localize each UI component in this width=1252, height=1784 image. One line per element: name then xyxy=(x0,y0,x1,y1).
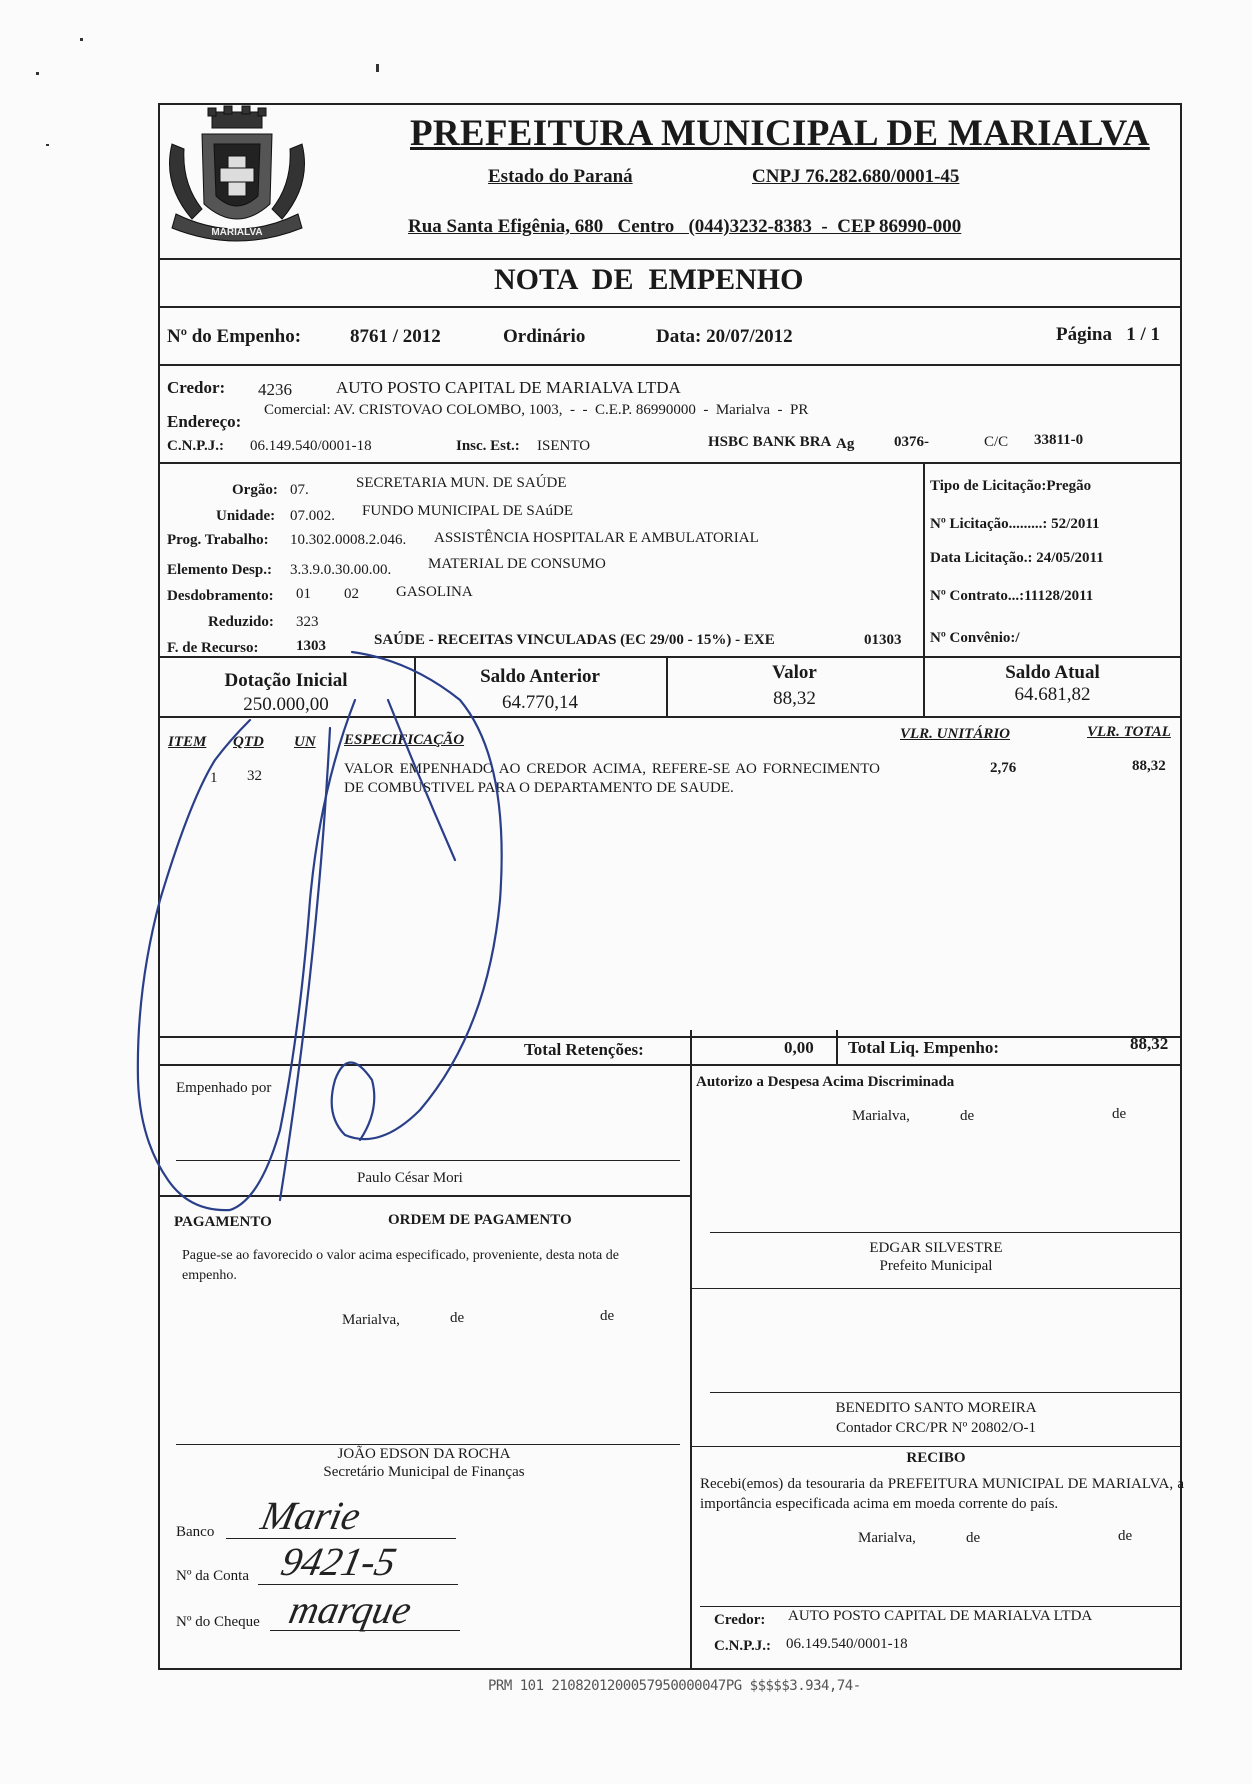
conta-label: Nº da Conta xyxy=(176,1568,249,1584)
cheque-label: Nº do Cheque xyxy=(176,1614,260,1630)
recurso-name: SAÚDE - RECEITAS VINCULADAS (EC 29/00 - 15%) - EXE xyxy=(374,632,775,648)
autorizo-de2: de xyxy=(1112,1106,1127,1122)
data-licitacao: Data Licitação.: 24/05/2011 xyxy=(930,550,1104,566)
bank-name: HSBC BANK BRA xyxy=(708,434,832,450)
state-label: Estado do Paraná xyxy=(488,166,633,187)
insc-label: Insc. Est.: xyxy=(456,438,520,454)
recibo-cnpj: 06.149.540/0001-18 xyxy=(786,1636,908,1652)
autorizo-cidade: Marialva, xyxy=(852,1108,910,1124)
cc-label: C/C xyxy=(984,434,1009,450)
item-vlr-unitario: 2,76 xyxy=(990,760,1017,776)
doc-title: NOTA DE EMPENHO xyxy=(494,263,804,296)
item-qtd: 32 xyxy=(247,768,262,784)
contador-nome: BENEDITO SANTO MOREIRA xyxy=(835,1400,1037,1416)
reduzido-label: Reduzido: xyxy=(208,614,274,630)
divider xyxy=(158,462,1182,464)
elemento-name: MATERIAL DE CONSUMO xyxy=(428,556,606,572)
pagamento-texto: Pague-se ao favorecido o valor acima especificado, proveniente, desta nota de empenho. xyxy=(182,1248,619,1283)
licitacao-divider xyxy=(923,462,925,658)
numero-contrato: Nº Contrato...:11128/2011 xyxy=(930,588,1094,604)
signature-line xyxy=(176,1444,680,1445)
divider xyxy=(158,1036,1182,1038)
scan-speck xyxy=(36,72,39,75)
pagamento-de1: de xyxy=(450,1310,465,1326)
empenho-number-label: Nº do Empenho: xyxy=(167,326,302,347)
saldo-anterior-value: 64.770,14 xyxy=(502,692,578,713)
dotacao-inicial-label: Dotação Inicial xyxy=(224,670,348,691)
desdobramento-name: GASOLINA xyxy=(396,584,473,600)
item-number: 1 xyxy=(210,770,218,786)
item-espec: VALOR EMPENHADO AO CREDOR ACIMA, REFERE-SE AO FORNECIMENTO DE COMBUSTIVEL PARA O DEPARTAMENTO DE SAUDE. xyxy=(344,761,880,796)
divider xyxy=(158,1195,690,1197)
signature-line xyxy=(710,1392,1180,1393)
empenho-date: Data: 20/07/2012 xyxy=(656,326,793,347)
divider xyxy=(690,1288,1182,1289)
page-number: Página 1 / 1 xyxy=(1056,324,1160,345)
tipo-licitacao: Tipo de Licitação:Pregão xyxy=(930,478,1092,494)
empenhado-nome: Paulo César Mori xyxy=(357,1170,463,1186)
credor-name: AUTO POSTO CAPITAL DE MARIALVA LTDA xyxy=(336,378,681,397)
orgao-label: Orgão: xyxy=(232,482,278,498)
desdobramento-b: 02 xyxy=(344,586,359,602)
divider xyxy=(158,656,1182,658)
col-qtd: QTD xyxy=(233,734,264,750)
prog-code: 10.302.0008.2.046. xyxy=(290,532,407,548)
col-vlr-total: VLR. TOTAL xyxy=(1087,724,1171,740)
credor-code: 4236 xyxy=(258,380,292,399)
recibo-credor-label: Credor: xyxy=(714,1612,766,1628)
desdobramento-label: Desdobramento: xyxy=(167,588,274,604)
seal-label: MARIALVA xyxy=(211,227,263,238)
banco-label: Banco xyxy=(176,1524,215,1540)
saldo-atual-value: 64.681,82 xyxy=(1014,684,1091,705)
recurso-number: 01303 xyxy=(864,632,902,648)
total-retencoes-value: 0,00 xyxy=(784,1038,814,1057)
pagamento-label: PAGAMENTO xyxy=(174,1214,272,1230)
scan-speck xyxy=(80,38,83,41)
recurso-code: 1303 xyxy=(296,638,326,654)
recibo-de1: de xyxy=(966,1530,981,1546)
contador-cargo: Contador CRC/PR Nº 20802/O-1 xyxy=(835,1420,1037,1436)
orgao-code: 07. xyxy=(290,482,309,498)
agency-label: Ag xyxy=(836,436,855,452)
cnpj-credor-value: 06.149.540/0001-18 xyxy=(250,438,372,454)
cnpj-credor-label: C.N.P.J.: xyxy=(167,438,224,454)
secretario-nome: JOÃO EDSON DA ROCHA xyxy=(337,1446,511,1462)
col-espec: ESPECIFICAÇÃO xyxy=(344,732,465,748)
recurso-label: F. de Recurso: xyxy=(167,640,259,656)
insc-value: ISENTO xyxy=(537,438,591,454)
address-label: Rua Santa Efigênia, 680 Centro (044)3232-8383 - CEP 86990-000 xyxy=(408,216,962,237)
prog-label: Prog. Trabalho: xyxy=(167,532,269,548)
autorizo-de1: de xyxy=(960,1108,975,1124)
total-liq-label: Total Liq. Empenho: xyxy=(848,1038,999,1057)
totals-divider xyxy=(836,1030,838,1066)
recibo-label: RECIBO xyxy=(906,1450,966,1466)
saldo-anterior-label: Saldo Anterior xyxy=(480,666,600,687)
page-title: PREFEITURA MUNICIPAL DE MARIALVA xyxy=(410,113,1150,154)
signature-line xyxy=(176,1160,680,1161)
empenhado-label: Empenhado por xyxy=(176,1080,272,1096)
unidade-code: 07.002. xyxy=(290,508,335,524)
totals-divider xyxy=(690,1030,692,1066)
divider xyxy=(158,716,1182,718)
divider xyxy=(690,1446,1182,1447)
col-item: ITEM xyxy=(168,734,207,750)
reduzido-value: 323 xyxy=(296,614,319,630)
item-vlr-total: 88,32 xyxy=(1132,758,1166,774)
scan-speck xyxy=(46,144,49,146)
recibo-cnpj-label: C.N.P.J.: xyxy=(714,1638,771,1654)
cheque-handwriting: marque xyxy=(285,1587,416,1632)
recibo-credor: AUTO POSTO CAPITAL DE MARIALVA LTDA xyxy=(788,1608,1093,1624)
ordem-pagamento-label: ORDEM DE PAGAMENTO xyxy=(388,1212,572,1228)
pagamento-cidade: Marialva, xyxy=(342,1312,400,1328)
valor-value: 88,32 xyxy=(773,688,816,709)
elemento-code: 3.3.9.0.30.00.00. xyxy=(290,562,392,578)
prog-name: ASSISTÊNCIA HOSPITALAR E AMBULATORIAL xyxy=(434,530,759,546)
cnpj-label: CNPJ 76.282.680/0001-45 xyxy=(752,166,960,187)
lower-divider xyxy=(690,1064,692,1670)
conta-handwriting: 9421-5 xyxy=(277,1539,401,1584)
numero-licitacao: Nº Licitação.........: 52/2011 xyxy=(930,516,1100,532)
total-retencoes-label: Total Retenções: xyxy=(524,1040,644,1059)
desdobramento-a: 01 xyxy=(296,586,311,602)
recibo-de2: de xyxy=(1118,1528,1133,1544)
orgao-name: SECRETARIA MUN. DE SAÚDE xyxy=(356,475,567,491)
dotacao-inicial-value: 250.000,00 xyxy=(243,694,329,715)
prefeito-cargo: Prefeito Municipal xyxy=(879,1258,993,1274)
autorizo-label: Autorizo a Despesa Acima Discriminada xyxy=(696,1074,955,1090)
endereco-label: Endereço: xyxy=(167,412,242,431)
unidade-label: Unidade: xyxy=(216,508,276,524)
divider xyxy=(158,1064,1182,1066)
municipal-seal-icon xyxy=(162,104,312,254)
saldo-atual-label: Saldo Atual xyxy=(1005,662,1100,683)
signature-line xyxy=(710,1232,1180,1233)
scan-speck xyxy=(376,64,379,72)
endereco-value: Comercial: AV. CRISTOVAO COLOMBO, 1003, - - C.E.P. 86990000 - Marialva - PR xyxy=(264,402,809,418)
col-un: UN xyxy=(294,734,316,750)
valor-label: Valor xyxy=(772,662,817,683)
prefeito-nome: EDGAR SILVESTRE xyxy=(869,1240,1003,1256)
pagamento-de2: de xyxy=(600,1308,615,1324)
banco-handwriting: Marie xyxy=(257,1493,365,1538)
col-vlr-unitario: VLR. UNITÁRIO xyxy=(900,726,1011,742)
credor-label: Credor: xyxy=(167,378,226,397)
agency-value: 0376- xyxy=(894,434,929,450)
empenho-number: 8761 / 2012 xyxy=(350,326,441,347)
unidade-name: FUNDO MUNICIPAL DE SAúDE xyxy=(362,503,573,519)
elemento-label: Elemento Desp.: xyxy=(167,562,272,578)
secretario-cargo: Secretário Municipal de Finanças xyxy=(323,1464,525,1480)
empenho-type: Ordinário xyxy=(503,326,586,347)
total-liq-value: 88,32 xyxy=(1130,1034,1169,1053)
recibo-texto: Recebi(emos) da tesouraria da PREFEITURA MUNICIPAL DE MARIALVA, a importância especificada acima em moeda corrente do país. xyxy=(700,1476,1184,1512)
numero-convenio: Nº Convênio:/ xyxy=(930,630,1020,646)
footer-code: PRM 101 2108201200057950000047PG $$$$$3.934,74- xyxy=(488,1678,861,1694)
recibo-cidade: Marialva, xyxy=(858,1530,916,1546)
cc-value: 33811-0 xyxy=(1034,432,1084,448)
divider xyxy=(700,1606,1182,1607)
